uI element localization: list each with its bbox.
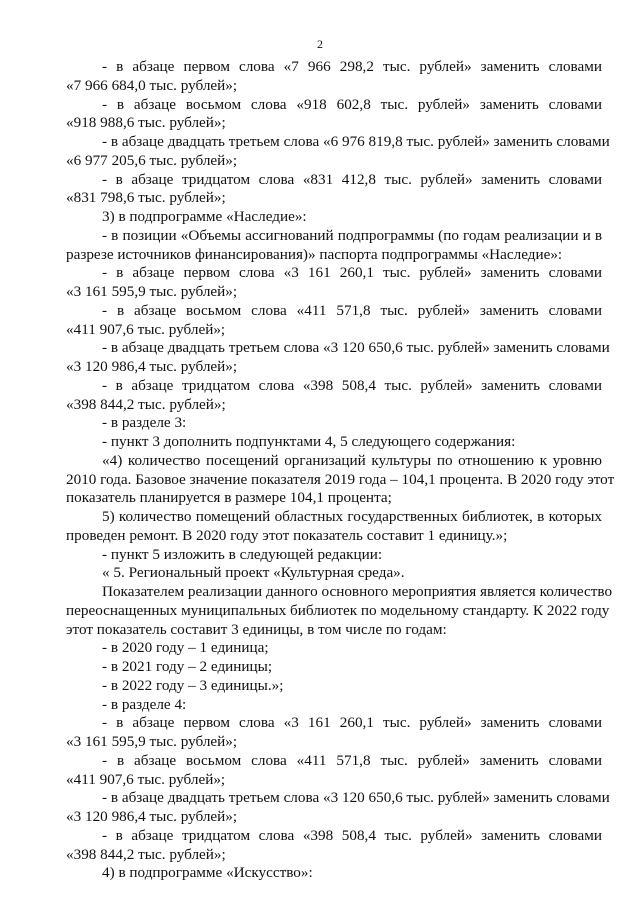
text-line: - в абзаце восьмом слова «411 571,8 тыс. рублей» заменить словами [102, 301, 602, 319]
text-line: «6 977 205,6 тыс. рублей»; [66, 151, 238, 169]
text-line: разрезе источников финансирования)» паспорта подпрограммы «Наследие»: [66, 245, 563, 263]
text-line: «411 907,6 тыс. рублей»; [66, 770, 226, 788]
text-line: «831 798,6 тыс. рублей»; [66, 189, 226, 207]
text-line: 5) количество помещений областных государственных библиотек, в которых [102, 508, 602, 525]
text-line: - в абзаце восьмом слова «411 571,8 тыс. рублей» заменить словами [102, 751, 602, 769]
text-line: - в 2021 году – 2 единицы; [102, 658, 273, 675]
text-line: - пункт 5 изложить в следующей редакции: [102, 545, 383, 563]
text-line: «7 966 684,0 тыс. рублей»; [66, 76, 238, 94]
page-number: 2 [317, 37, 323, 51]
text-line: «3 161 595,9 тыс. рублей»; [66, 283, 238, 300]
text-line: - в абзаце двадцать третьем слова «3 120 650,6 тыс. рублей» заменить словами [102, 789, 610, 807]
text-line: Показателем реализации данного основного мероприятия является количество [102, 583, 613, 600]
text-line: - в 2022 году – 3 единицы.»; [102, 676, 284, 694]
text-line: показатель планируется в размере 104,1 процента; [66, 489, 392, 507]
text-line: - в абзаце восьмом слова «918 602,8 тыс. рублей» заменить словами [102, 95, 602, 113]
text-line: «398 844,2 тыс. рублей»; [66, 395, 226, 413]
text-line: проведен ремонт. В 2020 году этот показатель составит 1 единицу.»; [66, 526, 508, 544]
text-line: 2010 года. Базовое значение показателя 2019 года – 104,1 процента. В 2020 году этот [66, 470, 615, 488]
text-line: - в абзаце первом слова «7 966 298,2 тыс. рублей» заменить словами [102, 58, 602, 75]
text-line: «3 120 986,4 тыс. рублей»; [66, 808, 238, 825]
text-line: - в разделе 4: [102, 695, 187, 713]
text-line: 4) в подпрограмме «Искусство»: [102, 864, 313, 882]
text-line: - в позиции «Объемы ассигнований подпрограммы (по годам реализации и в [102, 226, 602, 244]
text-line: - в 2020 году – 1 единица; [102, 639, 269, 657]
text-line: - в абзаце тридцатом слова «831 412,8 тыс. рублей» заменить словами [102, 170, 602, 188]
text-line: - в абзаце двадцать третьем слова «6 976 819,8 тыс. рублей» заменить словами [102, 133, 610, 150]
text-line: « 5. Региональный проект «Культурная среда». [102, 564, 405, 582]
text-line: - в абзаце первом слова «3 161 260,1 тыс. рублей» заменить словами [102, 264, 602, 282]
text-line: - в абзаце тридцатом слова «398 508,4 тыс. рублей» заменить словами [102, 826, 602, 844]
text-line: 3) в подпрограмме «Наследие»: [102, 208, 307, 225]
text-line: «398 844,2 тыс. рублей»; [66, 845, 226, 863]
text-line: «3 161 595,9 тыс. рублей»; [66, 733, 238, 750]
document-body [66, 58, 615, 883]
text-line: «411 907,6 тыс. рублей»; [66, 320, 226, 338]
text-line: переоснащенных муниципальных библиотек по модельному стандарту. К 2022 году [66, 601, 610, 619]
text-line: «4) количество посещений организаций культуры по отношению к уровню [102, 451, 602, 469]
text-line: этот показатель составит 3 единицы, в том числе по годам: [66, 620, 447, 638]
text-line: - в абзаце двадцать третьем слова «3 120 650,6 тыс. рублей» заменить словами [102, 339, 610, 357]
text-line: «918 988,6 тыс. рублей»; [66, 114, 226, 132]
text-line: - в абзаце первом слова «3 161 260,1 тыс. рублей» заменить словами [102, 714, 602, 732]
text-line: - в абзаце тридцатом слова «398 508,4 тыс. рублей» заменить словами [102, 376, 602, 394]
text-line: «3 120 986,4 тыс. рублей»; [66, 358, 238, 375]
text-line: - в разделе 3: [102, 414, 187, 432]
text-line: - пункт 3 дополнить подпунктами 4, 5 следующего содержания: [102, 433, 516, 450]
